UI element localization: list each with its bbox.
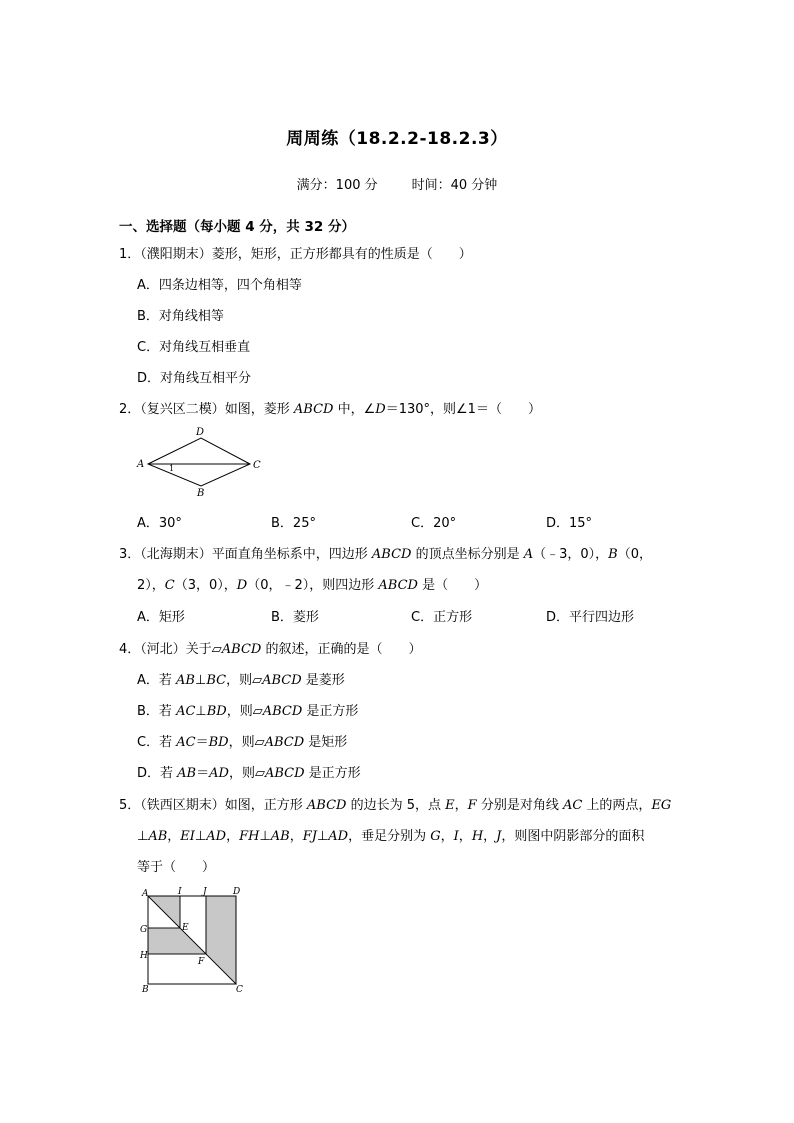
question-3-option-b[interactable]: B．菱形 bbox=[271, 610, 319, 625]
label-d: D bbox=[233, 887, 241, 897]
stem-text: （0，﹣2），则四边形 bbox=[247, 578, 379, 593]
stem-text: ⊥ bbox=[316, 829, 329, 844]
math-var: AD bbox=[206, 829, 227, 844]
stem-text: ，则图中阴影部分的面积 bbox=[501, 829, 645, 844]
shaded-region-gefh bbox=[148, 928, 206, 954]
label-c: C bbox=[253, 460, 261, 471]
math-var: ABCD bbox=[264, 735, 305, 750]
math-var: AD bbox=[328, 829, 349, 844]
question-2-stem bbox=[119, 398, 541, 417]
opt-text: ，则▱ bbox=[226, 673, 263, 688]
math-var: C bbox=[164, 578, 175, 593]
opt-text: ，则▱ bbox=[226, 704, 263, 719]
question-3-stem-line-2 bbox=[137, 574, 487, 593]
label-i: I bbox=[178, 887, 182, 897]
math-var: F bbox=[467, 798, 477, 813]
label-angle-1: 1 bbox=[169, 464, 175, 473]
math-var: BD bbox=[206, 704, 227, 719]
stem-text: ，垂足分别为 bbox=[348, 829, 431, 844]
stem-text: 中，∠ bbox=[333, 402, 376, 417]
math-var: I bbox=[453, 829, 459, 844]
label-a: A bbox=[137, 459, 145, 470]
opt-text: ＝ bbox=[196, 766, 210, 781]
question-2-option-b[interactable]: B．25° bbox=[271, 516, 316, 531]
shaded-region-jdcf bbox=[206, 896, 236, 984]
section-title: 一、选择题（每小题 4 分，共 32 分） bbox=[119, 219, 355, 235]
label-e: E bbox=[182, 923, 189, 933]
question-4-option-c[interactable] bbox=[137, 731, 347, 750]
stem-text: 的边长为 5，点 bbox=[346, 798, 446, 813]
stem-text: ， bbox=[167, 829, 181, 844]
stem-text: 的叙述，正确的是（ ） bbox=[261, 642, 422, 657]
math-var: AB bbox=[177, 766, 197, 781]
math-var: G bbox=[430, 829, 441, 844]
label-f: F bbox=[198, 957, 205, 967]
math-var: EG bbox=[651, 798, 672, 813]
question-3-option-a[interactable]: A．矩形 bbox=[137, 610, 185, 625]
stem-text: 2．（复兴区二模）如图，菱形 bbox=[119, 402, 294, 417]
time-limit: 时间：40 分钟 bbox=[411, 178, 498, 193]
math-var: ABCD bbox=[306, 798, 347, 813]
stem-text: 5．（铁西区期末）如图，正方形 bbox=[119, 798, 307, 813]
label-g: G bbox=[140, 925, 148, 935]
question-2-option-d[interactable]: D．15° bbox=[546, 516, 593, 531]
math-var: AB bbox=[270, 829, 290, 844]
stem-text: 是（ ） bbox=[417, 578, 488, 593]
question-1-option-a[interactable]: A．四条边相等，四个角相等 bbox=[137, 278, 302, 293]
label-c: C bbox=[236, 985, 243, 995]
label-b: B bbox=[197, 488, 205, 499]
math-var: ABCD bbox=[378, 578, 418, 593]
math-var: ABCD bbox=[221, 642, 262, 657]
stem-text: 的顶点坐标分别是 bbox=[411, 547, 524, 562]
stem-text: （0， bbox=[617, 547, 653, 562]
stem-text: 3．（北海期末）平面直角坐标系中，四边形 bbox=[119, 547, 372, 562]
question-2-option-c[interactable]: C．20° bbox=[411, 516, 457, 531]
label-d: D bbox=[196, 427, 205, 438]
question-4-stem bbox=[119, 638, 421, 657]
math-var: AB bbox=[176, 673, 195, 688]
opt-text: ，则▱ bbox=[228, 735, 265, 750]
math-var: J bbox=[496, 829, 502, 844]
question-1-stem: 1．（濮阳期末）菱形，矩形，正方形都具有的性质是（ ） bbox=[119, 247, 472, 262]
opt-text: B．若 bbox=[137, 704, 177, 719]
opt-text: ⊥ bbox=[195, 704, 207, 719]
opt-text: D．若 bbox=[137, 766, 178, 781]
label-b: B bbox=[142, 985, 149, 995]
question-5-stem-line-1 bbox=[119, 794, 671, 813]
stem-text: 2）， bbox=[137, 578, 165, 593]
question-3-option-c[interactable]: C．正方形 bbox=[411, 610, 473, 625]
stem-text: （﹣3，0）， bbox=[533, 547, 609, 562]
math-var: D bbox=[236, 578, 248, 593]
stem-text: ， bbox=[226, 829, 240, 844]
label-a: A bbox=[142, 889, 149, 899]
math-var: ABCD bbox=[262, 673, 302, 688]
opt-text: ，则▱ bbox=[228, 766, 265, 781]
question-5-stem-line-3: 等于（ ） bbox=[137, 860, 216, 875]
math-var: BD bbox=[208, 735, 229, 750]
stem-text: 上的两点， bbox=[582, 798, 652, 813]
opt-text: C．若 bbox=[137, 735, 177, 750]
exam-info bbox=[0, 174, 794, 193]
stem-text: ＝130°，则∠1＝（ ） bbox=[385, 402, 541, 417]
math-var: AC bbox=[176, 735, 196, 750]
opt-text: 是正方形 bbox=[304, 766, 361, 781]
label-h: H bbox=[140, 951, 148, 961]
math-var: AB bbox=[148, 829, 168, 844]
question-3-option-d[interactable]: D．平行四边形 bbox=[546, 610, 635, 625]
rhombus-figure bbox=[134, 424, 270, 500]
math-var: D bbox=[375, 402, 386, 417]
stem-text: ⊥ bbox=[137, 829, 149, 844]
square-shading-figure bbox=[134, 884, 254, 1000]
full-score: 满分：100 分 bbox=[296, 178, 378, 193]
math-var: FH bbox=[239, 829, 260, 844]
label-j: J bbox=[203, 887, 207, 897]
question-2-option-a[interactable]: A．30° bbox=[137, 516, 182, 531]
math-var: ABCD bbox=[264, 766, 305, 781]
stem-text: ， bbox=[440, 829, 454, 844]
question-4-option-d[interactable] bbox=[137, 762, 361, 781]
math-var: FJ bbox=[302, 829, 317, 844]
stem-text: 4．（河北）关于▱ bbox=[119, 642, 222, 657]
question-3-stem-line-1 bbox=[119, 543, 652, 562]
math-var: ABCD bbox=[371, 547, 412, 562]
opt-text: 是菱形 bbox=[301, 673, 345, 688]
opt-text: ＝ bbox=[195, 735, 209, 750]
stem-text: 分别是对角线 bbox=[476, 798, 563, 813]
math-var: AC bbox=[562, 798, 583, 813]
math-var: B bbox=[608, 547, 618, 562]
opt-text: 是矩形 bbox=[304, 735, 348, 750]
opt-text: A．若 bbox=[137, 673, 177, 688]
math-var: EI bbox=[180, 829, 195, 844]
stem-text: ⊥ bbox=[259, 829, 271, 844]
question-4-option-a[interactable] bbox=[137, 669, 345, 688]
math-var: ABCD bbox=[293, 402, 334, 417]
math-var: AC bbox=[176, 704, 196, 719]
math-var: BC bbox=[206, 673, 227, 688]
question-1-option-b[interactable]: B．对角线相等 bbox=[137, 309, 224, 324]
stem-text: （3，0）， bbox=[174, 578, 237, 593]
question-4-option-b[interactable] bbox=[137, 700, 358, 719]
stem-text: ， bbox=[483, 829, 497, 844]
math-var: AD bbox=[209, 766, 229, 781]
math-var: E bbox=[445, 798, 455, 813]
question-5-stem-line-2 bbox=[137, 825, 644, 844]
stem-text: ， bbox=[454, 798, 468, 813]
question-1-option-c[interactable]: C．对角线互相垂直 bbox=[137, 340, 251, 355]
rhombus-outline bbox=[148, 438, 250, 486]
question-1-option-d[interactable]: D．对角线互相平分 bbox=[137, 371, 252, 386]
opt-text: 是正方形 bbox=[302, 704, 359, 719]
stem-text: ， bbox=[289, 829, 303, 844]
stem-text: ， bbox=[458, 829, 472, 844]
stem-text: ⊥ bbox=[194, 829, 207, 844]
math-var: ABCD bbox=[262, 704, 303, 719]
opt-text: ⊥ bbox=[194, 673, 207, 688]
page-title: 周周练（18.2.2-18.2.3） bbox=[286, 129, 508, 149]
math-var: A bbox=[523, 547, 534, 562]
math-var: H bbox=[471, 829, 484, 844]
